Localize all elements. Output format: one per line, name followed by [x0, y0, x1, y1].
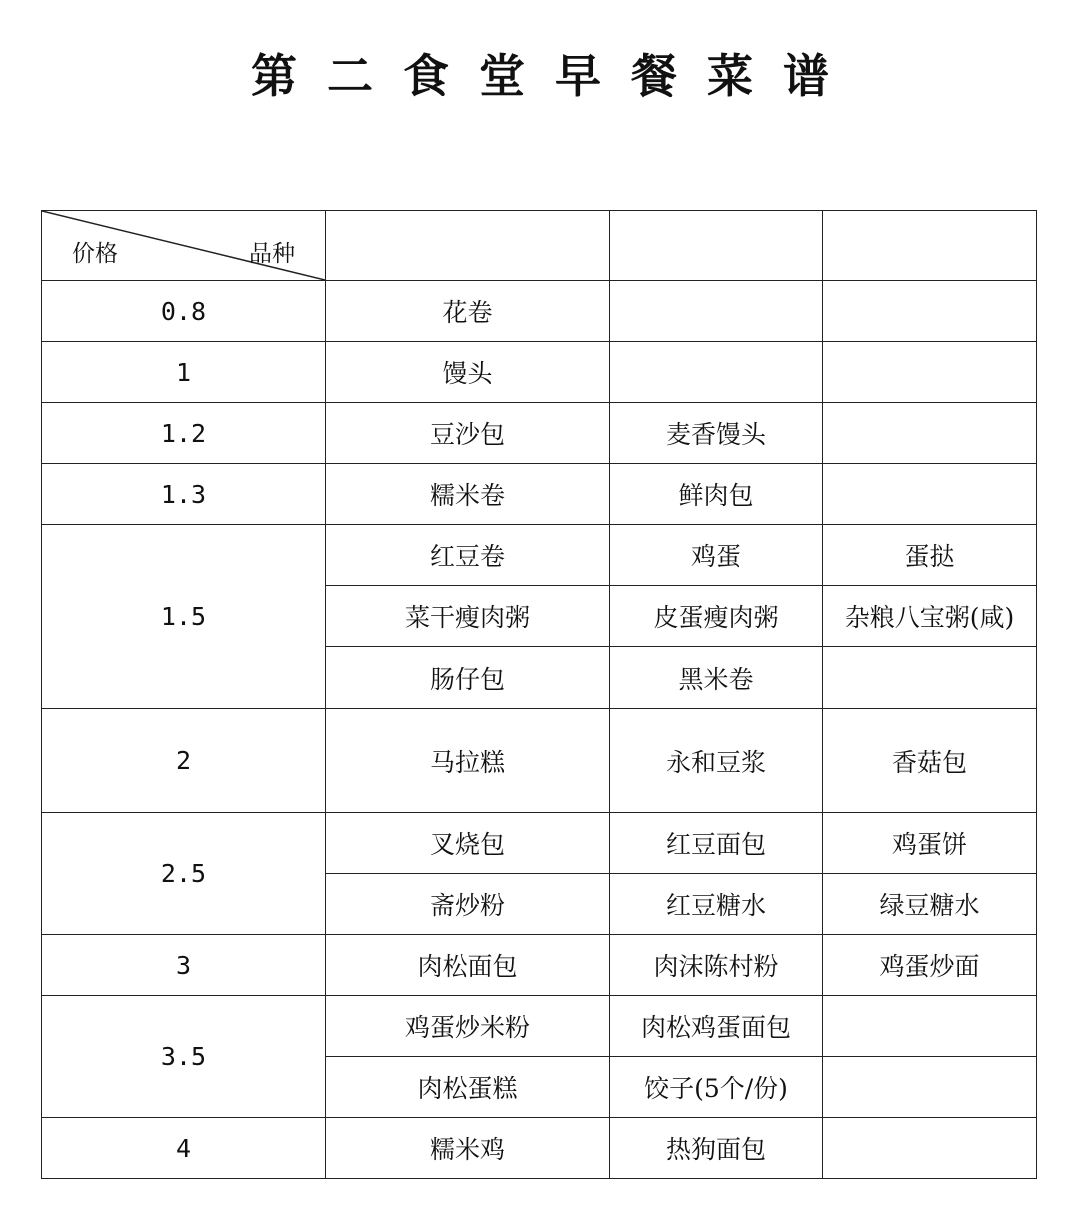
menu-item-cell: [823, 1118, 1037, 1179]
menu-item-cell: 黑米卷: [610, 647, 823, 709]
menu-item-cell: 红豆糖水: [610, 874, 823, 935]
price-cell: 3: [42, 935, 326, 996]
menu-item-cell: [823, 647, 1037, 709]
menu-item-cell: 杂粮八宝粥(咸): [823, 586, 1037, 647]
menu-row: [42, 935, 1037, 996]
menu-table: [41, 210, 1037, 1179]
menu-item-cell: 香菇包: [823, 709, 1037, 813]
menu-item-cell: [823, 403, 1037, 464]
menu-item-cell: 菜干瘦肉粥: [326, 586, 610, 647]
page-title: 第二食堂早餐菜谱: [251, 49, 859, 103]
menu-row: [42, 281, 1037, 342]
menu-item-cell: [610, 342, 823, 403]
menu-item-cell: 肉松蛋糕: [326, 1057, 610, 1118]
variety-header-label: 品种: [249, 241, 295, 267]
menu-item-cell: [823, 996, 1037, 1057]
menu-item-cell: 鸡蛋炒米粉: [326, 996, 610, 1057]
menu-item-cell: 馒头: [326, 342, 610, 403]
menu-item-cell: [823, 1057, 1037, 1118]
menu-item-cell: 鸡蛋: [610, 525, 823, 586]
menu-item-cell: [610, 281, 823, 342]
menu-item-cell: 红豆面包: [610, 813, 823, 874]
price-cell: 1: [42, 342, 326, 403]
menu-item-cell: [823, 281, 1037, 342]
menu-item-cell: 斋炒粉: [326, 874, 610, 935]
menu-row: [42, 1118, 1037, 1179]
menu-item-cell: 豆沙包: [326, 403, 610, 464]
menu-row: [42, 464, 1037, 525]
price-cell: 2: [42, 709, 326, 813]
price-header-label: 价格: [72, 241, 118, 267]
menu-item-cell: 肉沫陈村粉: [610, 935, 823, 996]
menu-item-cell: 肠仔包: [326, 647, 610, 709]
menu-item-cell: [823, 464, 1037, 525]
menu-item-cell: 鲜肉包: [610, 464, 823, 525]
menu-item-cell: 蛋挞: [823, 525, 1037, 586]
price-cell: 1.3: [42, 464, 326, 525]
menu-item-cell: 鸡蛋炒面: [823, 935, 1037, 996]
menu-row: [42, 342, 1037, 403]
price-cell: 1.5: [42, 525, 326, 709]
price-cell: 3.5: [42, 996, 326, 1118]
menu-row: [42, 709, 1037, 813]
menu-item-cell: 花卷: [326, 281, 610, 342]
menu-row: [42, 525, 1037, 586]
menu-row: [42, 813, 1037, 874]
header-empty-cell: [326, 211, 610, 281]
price-cell: 1.2: [42, 403, 326, 464]
menu-item-cell: [823, 342, 1037, 403]
menu-item-cell: 红豆卷: [326, 525, 610, 586]
price-cell: 4: [42, 1118, 326, 1179]
menu-item-cell: 糯米卷: [326, 464, 610, 525]
menu-item-cell: 肉松鸡蛋面包: [610, 996, 823, 1057]
menu-item-cell: 马拉糕: [326, 709, 610, 813]
header-empty-cell: [823, 211, 1037, 281]
menu-item-cell: 糯米鸡: [326, 1118, 610, 1179]
menu-item-cell: 热狗面包: [610, 1118, 823, 1179]
menu-item-cell: 皮蛋瘦肉粥: [610, 586, 823, 647]
menu-row: [42, 996, 1037, 1057]
menu-item-cell: 麦香馒头: [610, 403, 823, 464]
menu-item-cell: 绿豆糖水: [823, 874, 1037, 935]
header-row: [42, 211, 1037, 281]
price-cell: 2.5: [42, 813, 326, 935]
header-empty-cell: [610, 211, 823, 281]
menu-item-cell: 饺子(5个/份): [610, 1057, 823, 1118]
menu-item-cell: 叉烧包: [326, 813, 610, 874]
price-cell: 0.8: [42, 281, 326, 342]
menu-item-cell: 鸡蛋饼: [823, 813, 1037, 874]
menu-row: [42, 403, 1037, 464]
diagonal-header-cell: [42, 211, 326, 281]
menu-item-cell: 永和豆浆: [610, 709, 823, 813]
menu-item-cell: 肉松面包: [326, 935, 610, 996]
